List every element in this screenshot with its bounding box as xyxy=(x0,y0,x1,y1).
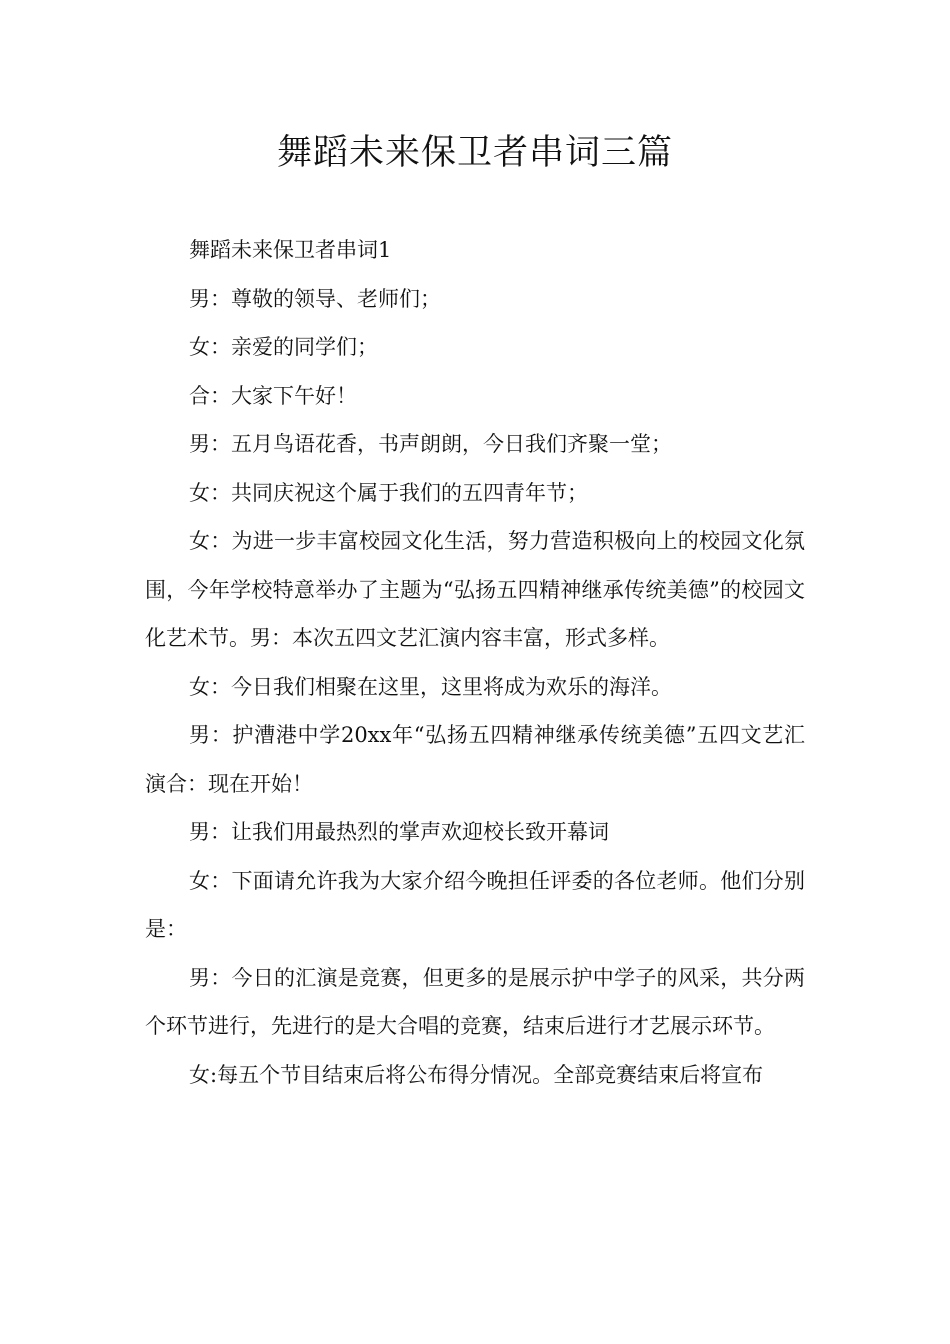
paragraph: 男：让我们用最热烈的掌声欢迎校长致开幕词 xyxy=(189,820,609,844)
paragraph: 女:每五个节目结束后将公布得分情况。全部竞赛结束后将宣布 xyxy=(189,1062,764,1087)
paragraph: 男：五月鸟语花香，书声朗朗，今日我们齐聚一堂； xyxy=(189,432,672,456)
paragraph: 男：护漕港中学20xx年“弘扬五四精神继承传统美德”五四文艺汇演合：现在开始！ xyxy=(145,723,805,796)
paragraph: 女：共同庆祝这个属于我们的五四青年节； xyxy=(189,480,588,505)
paragraph: 女：为进一步丰富校园文化生活，努力营造积极向上的校园文化氛围，今年学校特意举办了主题为“弘扬五四精神继承传统美德”的校园文化艺术节。男：本次五四文艺汇演内容丰富，形式多样。 xyxy=(145,529,805,650)
document-body xyxy=(145,226,805,1099)
paragraph: 舞蹈未来保卫者串词1 xyxy=(189,238,392,262)
document-title: 舞蹈未来保卫者串词三篇 xyxy=(276,133,673,173)
paragraph: 女：下面请允许我为大家介绍今晚担任评委的各位老师。他们分别是： xyxy=(145,868,805,941)
paragraph: 男：今日的汇演是竞赛，但更多的是展示护中学子的风采，共分两个环节进行，先进行的是大合唱的竞赛，结束后进行才艺展示环节。 xyxy=(145,965,805,1038)
paragraph: 女：今日我们相聚在这里，这里将成为欢乐的海洋。 xyxy=(189,674,672,699)
paragraph: 男：尊敬的领导、老师们； xyxy=(189,286,441,311)
paragraph: 女：亲爱的同学们； xyxy=(189,335,378,359)
paragraph: 合：大家下午好！ xyxy=(189,383,357,408)
